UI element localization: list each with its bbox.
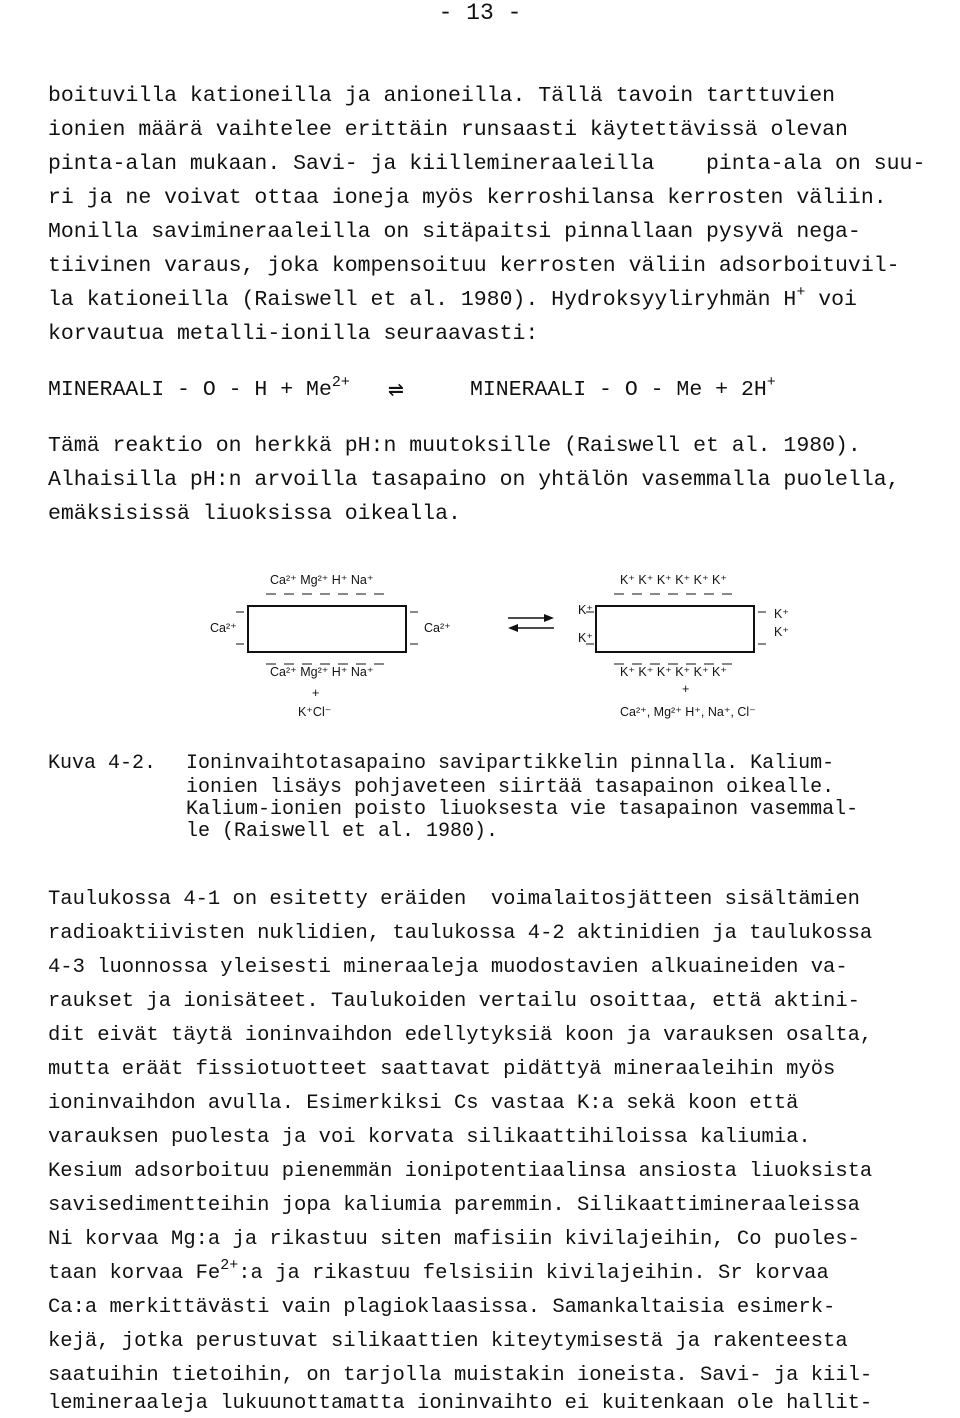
- right-bottom-ions: K⁺ K⁺ K⁺ K⁺ K⁺ K⁺: [620, 665, 727, 679]
- paragraph-line: Ca:a merkittävästi vain plagioklaasissa. Samankaltaisia esimerk-: [48, 1296, 836, 1319]
- paragraph-line: Ni korvaa Mg:a ja rikastuu siten mafisiin kivilajeihin, Co puoles-: [48, 1228, 860, 1251]
- paragraph-line: ionien määrä vaihtelee erittäin runsaasti käytettävissä olevan: [48, 118, 848, 142]
- paragraph-line: 4-3 luonnossa yleisesti mineraaleja muodostavien alkuaineiden va-: [48, 956, 848, 979]
- left-bottom-ions: Ca²⁺ Mg²⁺ H⁺ Na⁺: [270, 665, 374, 679]
- left-side-ion: K⁺: [578, 603, 593, 617]
- text-span: :a ja rikastuu felsisiin kivilajeihin. Sr korvaa: [238, 1262, 829, 1285]
- paragraph-line: [48, 286, 857, 314]
- paragraph-line: Kesium adsorboituu pienemmän ionipotentiaalinsa ansiosta liuoksista: [48, 1160, 873, 1183]
- paragraph-line: savisedimentteihin jopa kaliumia paremmin. Silikaattimineraaleissa: [48, 1194, 860, 1217]
- equation-left: [48, 376, 350, 404]
- paragraph-line: [48, 1257, 829, 1288]
- paragraph-line: Monilla savimineraaleilla on sitäpaitsi pinnallaan pysyvä nega-: [48, 220, 861, 244]
- equation-right: [470, 376, 776, 404]
- paragraph-line: korvautua metalli-ionilla seuraavasti:: [48, 322, 539, 346]
- clay-particle-right: [596, 606, 754, 652]
- paragraph-line: Taulukossa 4-1 on esitetty eräiden voimalaitosjätteen sisältämien: [48, 888, 860, 911]
- paragraph-line: raukset ja ionisäteet. Taulukoiden vertailu osoittaa, että aktini-: [48, 990, 860, 1013]
- right-side-ion: K⁺: [774, 607, 789, 621]
- paragraph-line: kejä, jotka perustuvat silikaattien kiteytymisestä ja rakenteesta: [48, 1330, 848, 1353]
- paragraph-line: mutta eräät fissiotuotteet saattavat pidättyä mineraaleihin myös: [48, 1058, 836, 1081]
- paragraph-line: varauksen puolesta ja voi korvata silikaattihiloissa kaliumia.: [48, 1126, 811, 1149]
- left-side-ion: K⁺: [578, 631, 593, 645]
- paragraph-line: Alhaisilla pH:n arvoilla tasapaino on yhtälön vasemmalla puolella,: [48, 468, 900, 492]
- paragraph-line: ri ja ne voivat ottaa ioneja myös kerroshilansa kerrosten väliin.: [48, 186, 887, 210]
- left-top-ions: Ca²⁺ Mg²⁺ H⁺ Na⁺: [270, 573, 374, 587]
- paragraph-line: saatuihin tietoihin, on tarjolla muistakin ioneista. Savi- ja kiil-: [48, 1364, 873, 1387]
- paragraph-line: lemineraaleja lukuunottamatta ioninvaihto ei kuitenkaan ole hallit-: [48, 1392, 873, 1415]
- caption-line: ionien lisäys pohjaveteen siirtää tasapainon oikealle.: [186, 776, 835, 799]
- paragraph-line: tiivinen varaus, joka kompensoituu kerrosten väliin adsorboituvil-: [48, 254, 900, 278]
- reverse-arrow-head: [508, 624, 518, 632]
- equation-right-text: MINERAALI - O - Me + 2H: [470, 378, 767, 402]
- caption-line: Ioninvaihtotasapaino savipartikkelin pinnalla. Kalium-: [186, 752, 835, 775]
- superscript: 2+: [331, 374, 350, 391]
- superscript: +: [766, 374, 776, 391]
- text-span: taan korvaa Fe: [48, 1262, 221, 1285]
- paragraph-line: boituvilla kationeilla ja anioneilla. Tällä tavoin tarttuvien: [48, 84, 836, 108]
- text-span: voi: [805, 288, 857, 312]
- paragraph-line: pinta-alan mukaan. Savi- ja kiillemineraaleilla pinta-ala on suu-: [48, 152, 926, 176]
- added-salt: K⁺Cl⁻: [298, 705, 332, 719]
- text-span: la kationeilla (Raiswell et al. 1980). Hydroksyyliryhmän H: [48, 288, 797, 312]
- clay-particle-left: [248, 606, 406, 652]
- paragraph-line: ioninvaihdon avulla. Esimerkiksi Cs vastaa K:a sekä koon että: [48, 1092, 799, 1115]
- plus-sign: +: [682, 682, 690, 696]
- right-side-ion: Ca²⁺: [424, 621, 451, 635]
- paragraph-line: dit eivät täytä ioninvaihdon edellytyksiä koon ja varauksen osalta,: [48, 1024, 873, 1047]
- equilibrium-arrow: ⇌: [388, 375, 404, 405]
- superscript: +: [796, 284, 806, 301]
- paragraph-line: radioaktiivisten nuklidien, taulukossa 4-2 aktinidien ja taulukossa: [48, 922, 873, 945]
- caption-line: Kalium-ionien poisto liuoksesta vie tasapainon vasemmal-: [186, 798, 859, 821]
- paragraph-line: Tämä reaktio on herkkä pH:n muutoksille (Raiswell et al. 1980).: [48, 434, 861, 458]
- plus-sign: +: [312, 686, 320, 700]
- caption-label: Kuva 4-2.: [48, 752, 157, 775]
- paragraph-line: emäksisissä liuoksissa oikealla.: [48, 502, 461, 526]
- left-side-ion: Ca²⁺: [210, 621, 237, 635]
- ion-exchange-figure: [0, 560, 960, 730]
- forward-arrow-head: [544, 614, 554, 622]
- figure-drawing: [0, 560, 960, 730]
- page-number: - 13 -: [438, 0, 522, 26]
- right-side-ion: K⁺: [774, 625, 789, 639]
- released-ions: Ca²⁺, Mg²⁺ H⁺, Na⁺, Cl⁻: [620, 705, 756, 719]
- caption-line: le (Raiswell et al. 1980).: [186, 820, 499, 843]
- right-top-ions: K⁺ K⁺ K⁺ K⁺ K⁺ K⁺: [620, 573, 727, 587]
- superscript: 2+: [220, 1257, 239, 1274]
- equation-left-text: MINERAALI - O - H + Me: [48, 378, 332, 402]
